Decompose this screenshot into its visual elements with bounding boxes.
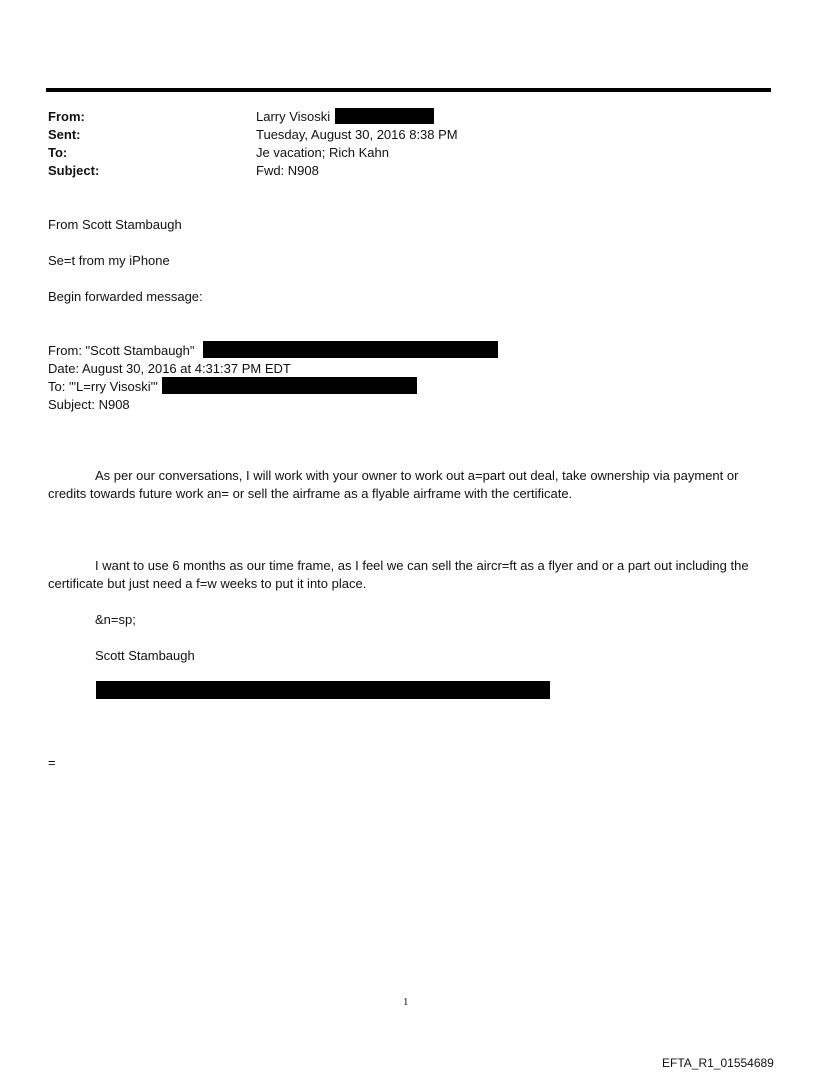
from-label: From: [48,109,85,124]
fwd-to-line: To: "'L=rry Visoski'" [48,379,158,394]
message-paragraph-1: As per our conversations, I will work with your owner to work out a=part out deal, take ownership via payment or credits towards future work an= or sell the airframe as a flyable airframe with the certificate. [48,468,739,501]
fwd-subject-line: Subject: N908 [48,397,130,412]
to-value: Je vacation; Rich Kahn [256,145,389,160]
fwd-from-line: From: "Scott Stambaugh" [48,343,195,358]
body-sent-from-line: Se=t from my iPhone [48,253,170,268]
fwd-date-line: Date: August 30, 2016 at 4:31:37 PM EDT [48,361,291,376]
nbsp-line: &n=sp; [95,612,136,627]
message-paragraph-2: I want to use 6 months as our time frame, as I feel we can sell the aircr=ft as a flyer and or a part out including the certificate but just need a f=w weeks to put it into place. [48,558,749,591]
trailing-equals: = [48,755,56,770]
header-rule [46,88,771,92]
redaction-fwd-to-email [162,377,417,394]
redaction-signature-block [96,681,550,699]
body-forwarded-line: Begin forwarded message: [48,289,203,304]
to-label: To: [48,145,68,160]
document-id: EFTA_R1_01554689 [662,1056,774,1070]
sent-label: Sent: [48,127,81,142]
subject-label: Subject: [48,163,100,178]
sent-value: Tuesday, August 30, 2016 8:38 PM [256,127,458,142]
page-number: 1 [403,996,409,1008]
body-from-line: From Scott Stambaugh [48,217,182,232]
redaction-fwd-from-email [203,341,498,358]
subject-value: Fwd: N908 [256,163,319,178]
redaction-from-email [335,108,434,124]
from-value: Larry Visoski [256,109,331,124]
signature-name: Scott Stambaugh [95,648,195,663]
